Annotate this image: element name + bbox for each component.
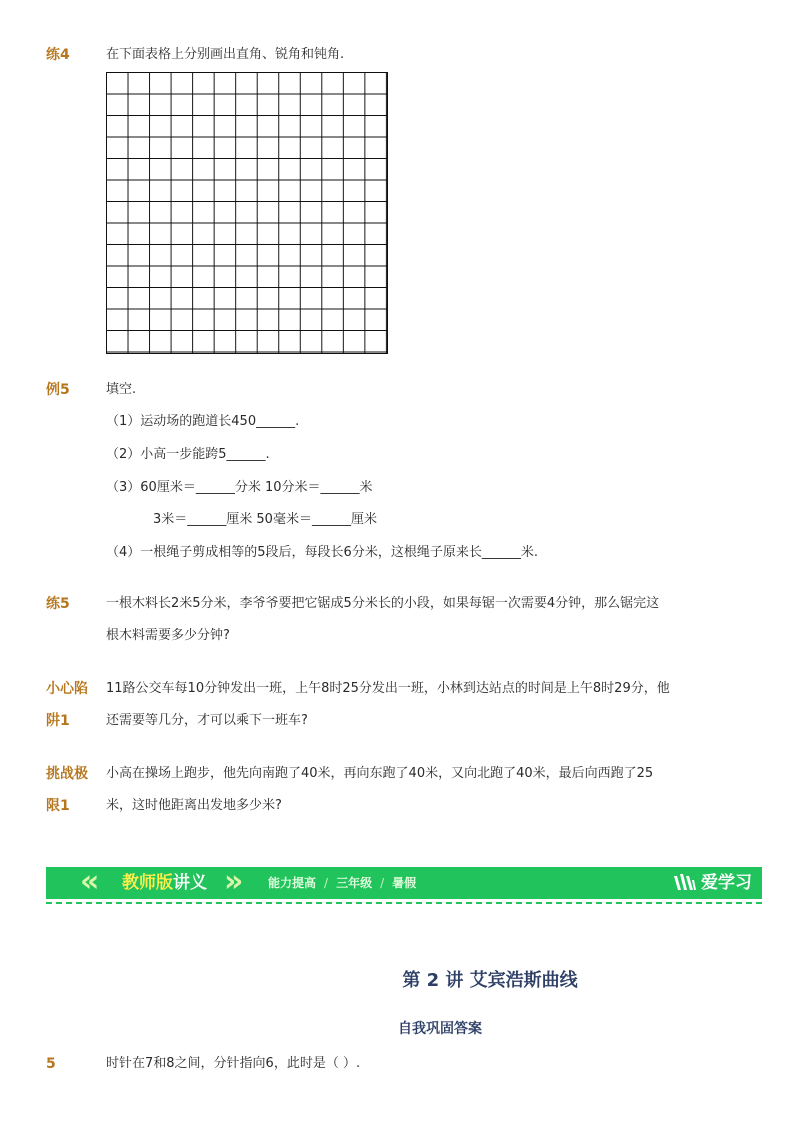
question-3a: （3）60厘米＝______分米 10分米＝______米 [106, 480, 373, 495]
question-3b: 3米＝______厘米 50毫米＝______厘米 [153, 512, 377, 527]
example-intro: 填空. [106, 382, 137, 397]
example-label-li5: 例5 [46, 382, 70, 398]
trap-text-line2: 还需要等几分，才可以乘下一班车? [106, 713, 308, 728]
challenge-label-line2: 限1 [46, 798, 70, 814]
exercise-label-lian4: 练4 [46, 47, 70, 63]
lecture-title: 第 2 讲 艾宾浩斯曲线 [402, 970, 578, 991]
banner-sub-ability: 能力提高 [268, 876, 317, 890]
challenge-label-line1: 挑战极 [46, 766, 88, 782]
challenge-text-line1: 小高在操场上跑步，他先向南跑了40米，再向东跑了40米，又向北跑了40米，最后向西跑了25 [106, 766, 654, 781]
question-4: （4）一根绳子剪成相等的5段后，每段长6分米，这根绳子原来长______米. [106, 545, 538, 560]
challenge-text-line2: 米，这时他距离出发地多少米? [106, 798, 282, 813]
section-title: 自我巩固答案 [398, 1021, 482, 1037]
exercise-text-lian4: 在下面表格上分别画出直角、锐角和钝角. [106, 47, 345, 62]
book-logo-icon [673, 872, 697, 892]
question-2: （2）小高一步能跨5______. [106, 447, 270, 462]
exercise-lian5-line1: 一根木料长2米5分米，李爷爷要把它锯成5分米长的小段，如果每锯一次需要4分钟，那么锯完这 [106, 596, 660, 611]
banner-divider [46, 902, 762, 904]
banner-breadcrumb [268, 867, 416, 899]
banner-sub-term: 暑假 [392, 876, 417, 890]
banner-title [122, 867, 207, 899]
trap-label-line2: 阱1 [46, 713, 70, 729]
trap-text-line1: 11路公交车每10分钟发出一班，上午8时25分发出一班，小林到达站点的时间是上午8时29分，他 [106, 681, 670, 696]
separator: / [324, 876, 329, 890]
brand-logo [673, 867, 752, 899]
chevron-right-icon: » [224, 867, 234, 899]
exercise-label-lian5: 练5 [46, 596, 70, 612]
separator: / [380, 876, 385, 890]
trap-label-line1: 小心陷 [46, 681, 88, 697]
drawing-grid [106, 72, 388, 354]
brand-name: 爱学习 [701, 873, 752, 893]
question-1: （1）运动场的跑道长450______. [106, 414, 300, 429]
banner-title-part2: 讲义 [173, 873, 207, 893]
banner-sub-grade: 三年级 [336, 876, 373, 890]
answer-number: 5 [46, 1056, 56, 1072]
banner-title-part1: 教师版 [122, 873, 173, 893]
answer-question-text: 时针在7和8之间，分针指向6，此时是（ ）. [106, 1056, 361, 1071]
exercise-lian5-line2: 根木料需要多少分钟? [106, 628, 230, 643]
teacher-edition-banner [46, 867, 762, 899]
chevron-left-icon: « [80, 867, 90, 899]
